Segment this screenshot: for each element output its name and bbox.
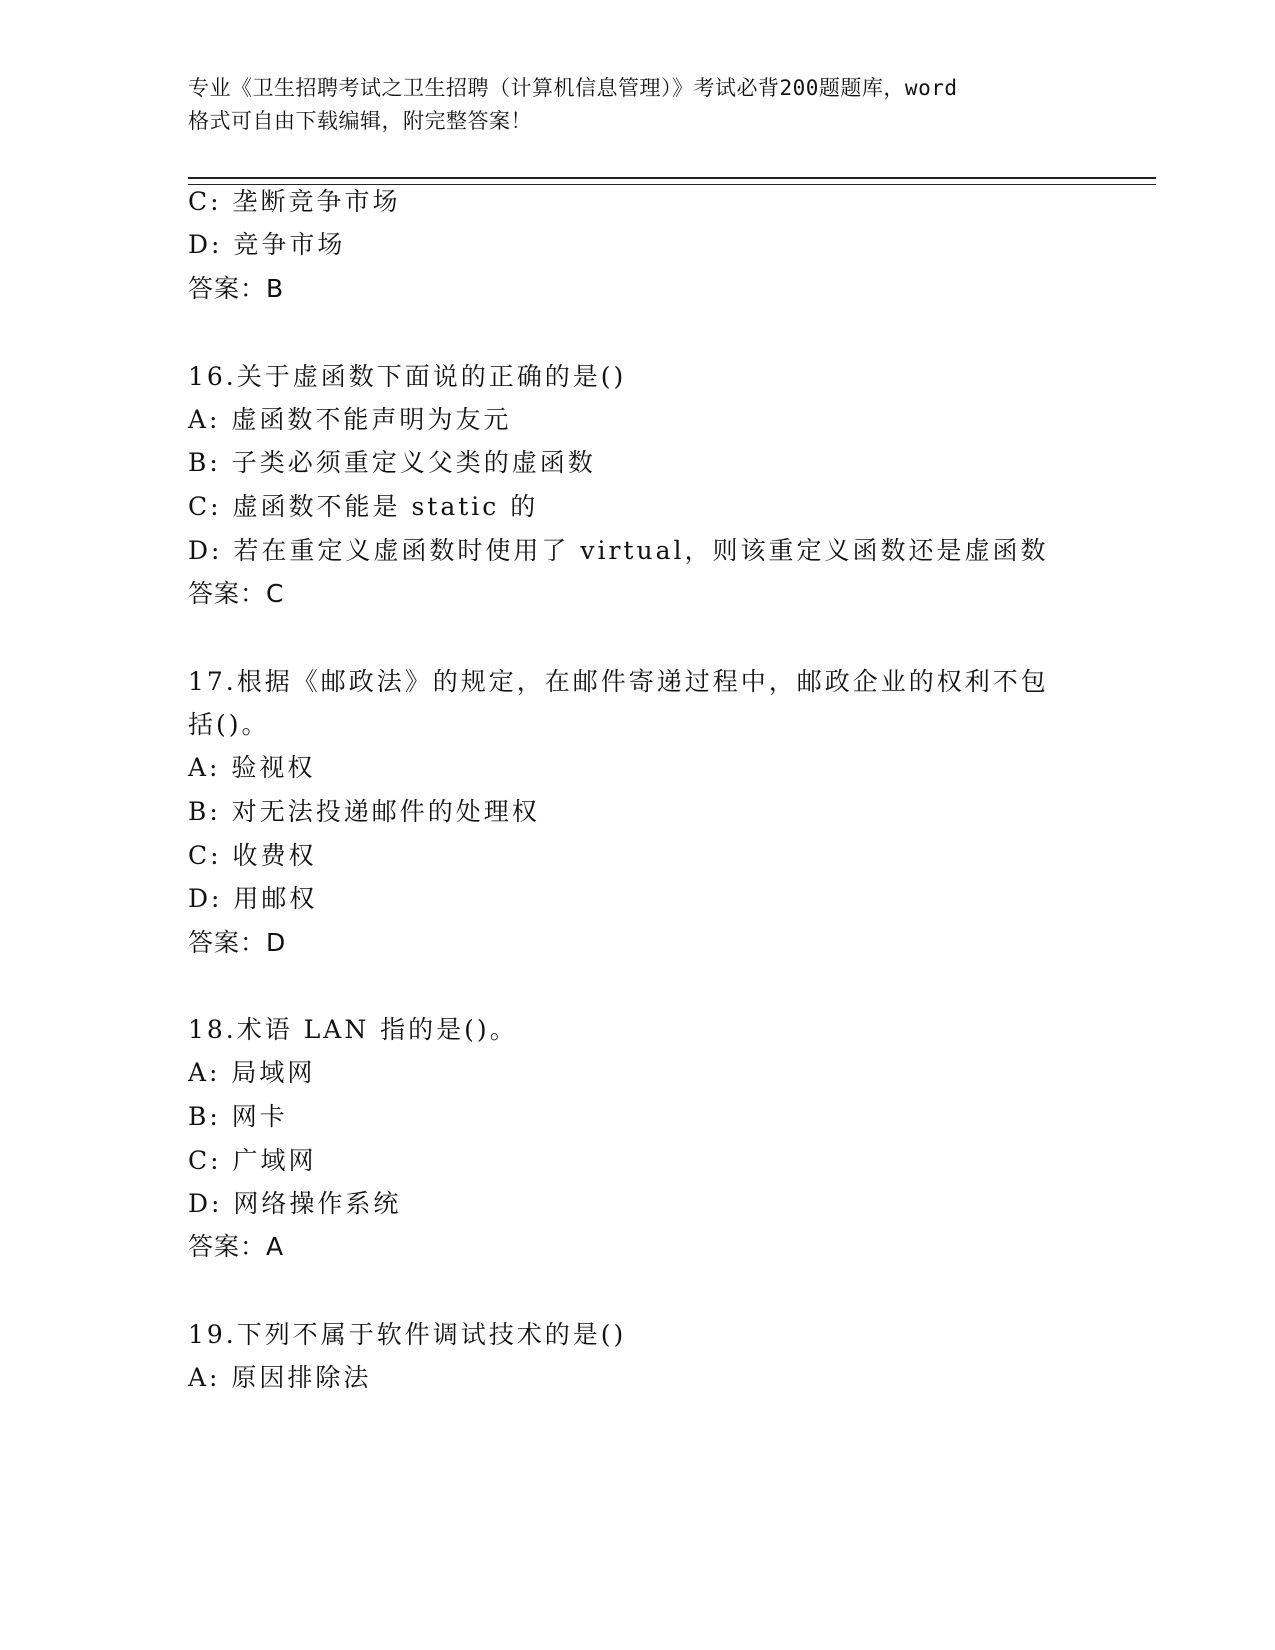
document-header [188,72,1088,138]
header-divider [188,177,1156,185]
q19-stem: 19.下列不属于软件调试技术的是() [188,1320,627,1349]
header-title-line-2: 格式可自由下载编辑，附完整答案！ [188,109,532,133]
q18-option-d: D: 网络操作系统 [188,1189,402,1218]
q17-stem-line-2: 括()。 [188,710,270,739]
header-title-line-1: 专业《卫生招聘考试之卫生招聘（计算机信息管理）》考试必背200题题库，word [188,76,958,100]
q18-option-b: B: 网卡 [188,1102,288,1131]
q15-answer: 答案：B [188,274,285,303]
q16-option-a: A: 虚函数不能声明为友元 [188,405,512,434]
q18-answer: 答案：A [188,1232,285,1261]
q16-option-c: C: 虚函数不能是 static 的 [188,492,539,521]
q17-option-a: A: 验视权 [188,753,316,782]
q19-option-a: A: 原因排除法 [188,1363,372,1392]
q18-stem: 18.术语 LAN 指的是()。 [188,1015,518,1044]
q18-option-c: C: 广域网 [188,1146,317,1175]
q18-option-a: A: 局域网 [188,1058,316,1087]
q17-option-d: D: 用邮权 [188,884,318,913]
q16-stem: 16.关于虚函数下面说的正确的是() [188,362,627,391]
q17-option-c: C: 收费权 [188,841,317,870]
q17-stem-line-1: 17.根据《邮政法》的规定，在邮件寄递过程中，邮政企业的权利不包 [188,667,1049,696]
q16-option-b: B: 子类必须重定义父类的虚函数 [188,448,596,477]
q16-option-d: D: 若在重定义虚函数时使用了 virtual，则该重定义函数还是虚函数 [188,536,1049,565]
q15-option-c: C: 垄断竞争市场 [188,187,401,216]
q17-answer: 答案：D [188,928,287,957]
q17-option-b: B: 对无法投递邮件的处理权 [188,797,540,826]
q15-option-d: D: 竞争市场 [188,230,346,259]
q16-answer: 答案：C [188,579,285,608]
